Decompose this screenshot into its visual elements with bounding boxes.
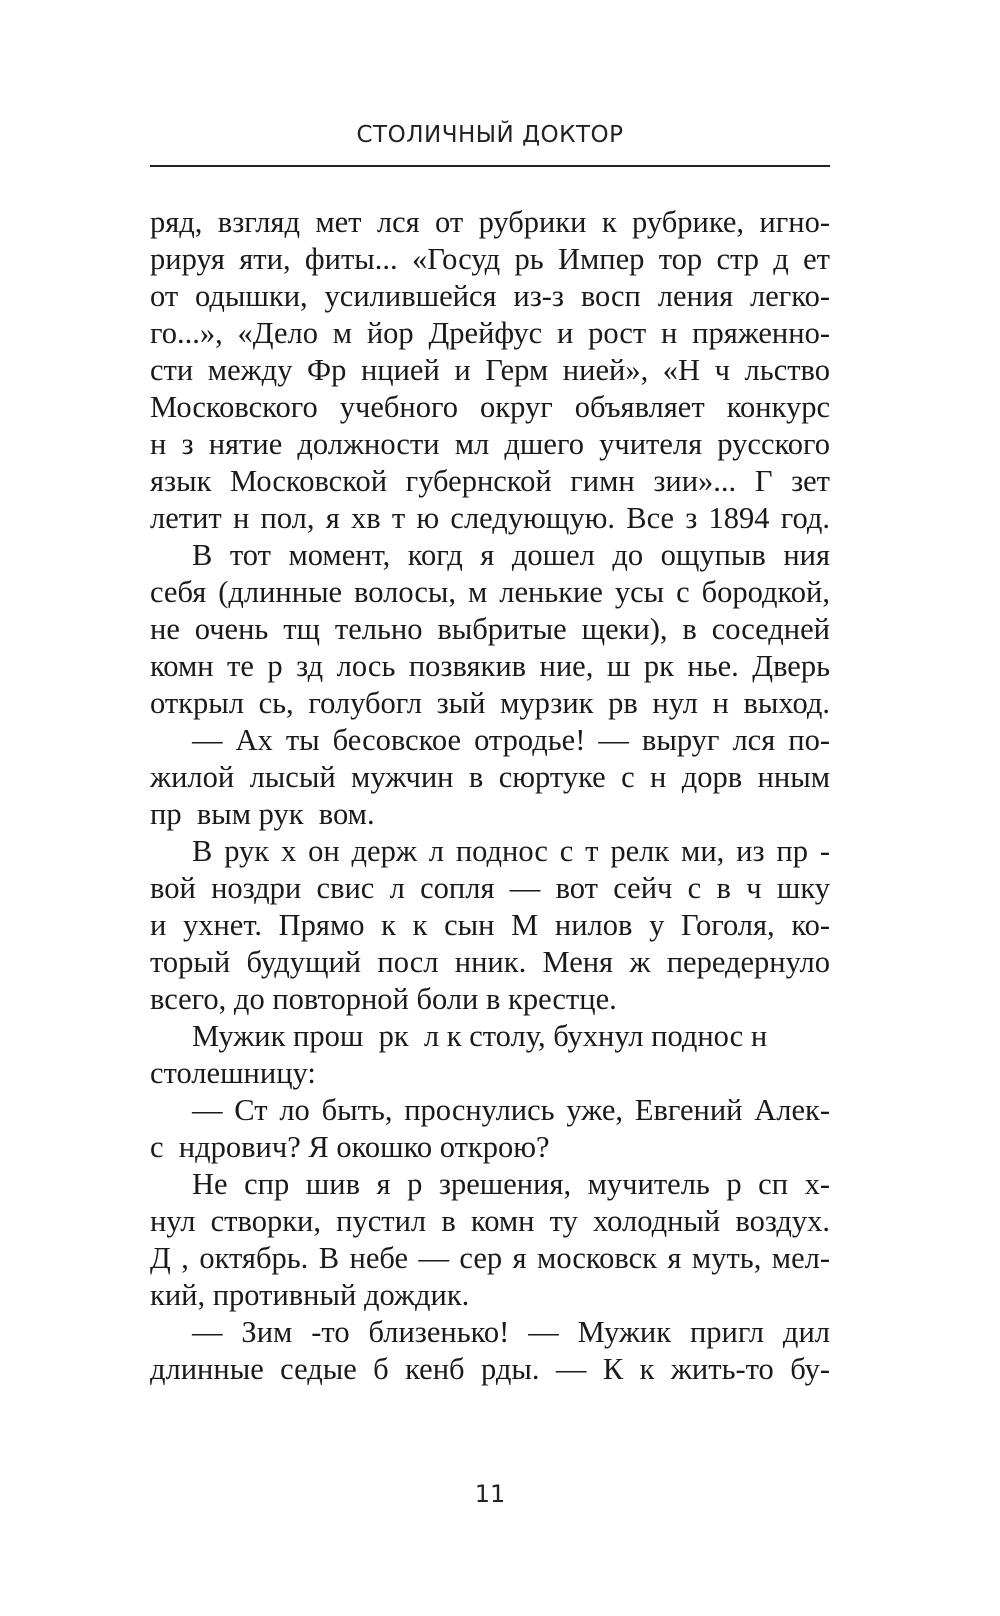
text-line: го...», «Дело м йор Дрейфус и рост н пряженно- bbox=[150, 316, 830, 350]
text-line: В рук х он держ л поднос с т релк ми, из пр - bbox=[192, 834, 830, 868]
text-line: столешницу: bbox=[150, 1056, 316, 1090]
text-line: жилой лысый мужчин в сюртуке с н дорв нным bbox=[150, 760, 830, 794]
text-line: Московского учебного округ объявляет конкурс bbox=[150, 390, 830, 424]
header-rule bbox=[150, 165, 830, 167]
page-number: 11 bbox=[474, 1480, 506, 1508]
text-line: с ндрович? Я окошко открою? bbox=[150, 1130, 550, 1164]
text-line: открыл сь, голубогл зый мурзик рв нул н выход. bbox=[150, 686, 830, 720]
text-line: рируя яти, фиты... «Госуд рь Импер тор стр д ет bbox=[150, 242, 830, 276]
text-line: нул створки, пустил в комн ту холодный воздух. bbox=[150, 1204, 830, 1238]
text-line: — Зим -то близенько! — Мужик пригл дил bbox=[192, 1315, 830, 1349]
text-line: и ухнет. Прямо к к сын М нилов у Гоголя, ко- bbox=[150, 908, 830, 942]
text-line: летит н пол, я хв т ю следующую. Все з 1894 год. bbox=[150, 501, 830, 535]
text-line: не очень тщ тельно выбритые щеки), в соседней bbox=[150, 612, 830, 646]
body-text bbox=[150, 204, 830, 1388]
text-line: ряд, взгляд мет лся от рубрики к рубрике, игно- bbox=[150, 205, 830, 239]
text-line: сти между Фр нцией и Герм нией», «Н ч льство bbox=[150, 353, 830, 387]
text-line: — Ах ты бесовское отродье! — выруг лся по- bbox=[192, 723, 830, 757]
text-line: н з нятие должности мл дшего учителя русского bbox=[150, 427, 830, 461]
text-line: Д , октябрь. В небе — сер я московск я муть, мел- bbox=[150, 1241, 830, 1275]
text-line: комн те р зд лось позвякив ние, ш рк нье. Дверь bbox=[150, 649, 830, 683]
text-line: пр вым рук вом. bbox=[150, 797, 375, 831]
text-line: всего, до повторной боли в крестце. bbox=[150, 982, 617, 1016]
text-line: Мужик прош рк л к столу, бухнул поднос н bbox=[192, 1019, 768, 1053]
text-line: длинные седые б кенб рды. — К к жить-то бу- bbox=[150, 1352, 830, 1386]
text-line: себя (длинные волосы, м ленькие усы с бородкой, bbox=[150, 575, 830, 609]
running-title: СТОЛИЧНЫЙ ДОКТОР bbox=[356, 122, 624, 148]
text-line: — Ст ло быть, проснулись уже, Евгений Алек- bbox=[192, 1093, 830, 1127]
text-line: В тот момент, когд я дошел до ощупыв ния bbox=[192, 538, 830, 572]
text-line: язык Московской губернской гимн зии»... Г зет bbox=[150, 464, 830, 498]
text-line: торый будущий посл нник. Меня ж передернуло bbox=[150, 945, 830, 979]
text-line: от одышки, усилившейся из-з восп ления легко- bbox=[150, 279, 830, 313]
text-line: кий, противный дождик. bbox=[150, 1278, 470, 1312]
text-line: вой ноздри свис л сопля — вот сейч с в ч шку bbox=[150, 871, 830, 905]
text-line: Не спр шив я р зрешения, мучитель р сп х- bbox=[192, 1167, 830, 1201]
